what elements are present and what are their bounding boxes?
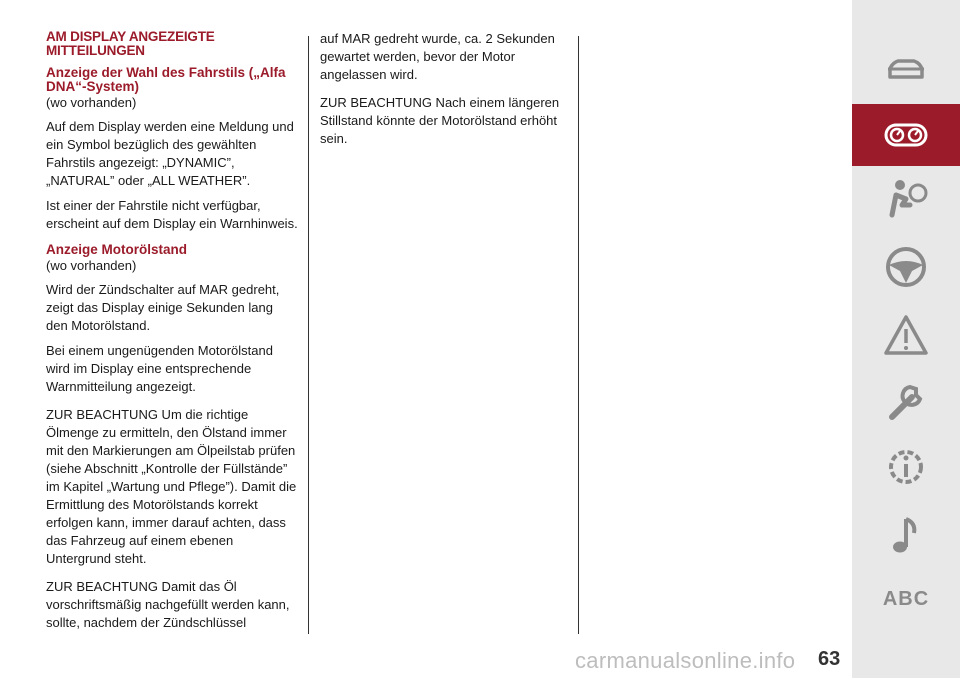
sidebar-item-driving[interactable] bbox=[852, 236, 960, 298]
sidebar-item-technical-data[interactable] bbox=[852, 436, 960, 498]
note-oil-level: (wo vorhanden) bbox=[46, 258, 137, 273]
paragraph: Bei einem ungenügenden Motorölstand wird im Display eine entsprechende Warnmitteilung angezeigt. bbox=[46, 343, 273, 394]
instrument-cluster-icon bbox=[882, 111, 930, 159]
right-column bbox=[320, 30, 570, 155]
chapter-sidebar bbox=[852, 0, 960, 678]
car-icon bbox=[882, 47, 930, 95]
warning-triangle-icon bbox=[882, 311, 930, 359]
paragraph: auf MAR gedreht wurde, ca. 2 Sekunden gewartet werden, bevor der Motor angelassen wird. bbox=[320, 31, 555, 82]
paragraph: ZUR BEACHTUNG Nach einem längeren Stillstand könnte der Motorölstand erhöht sein. bbox=[320, 95, 560, 146]
page-number: 63 bbox=[818, 648, 841, 670]
column-divider bbox=[308, 36, 309, 634]
info-gear-icon bbox=[882, 443, 930, 491]
heading-drive-style: Anzeige der Wahl des Fahrstils („Alfa DNA“-System) bbox=[46, 65, 286, 94]
sidebar-item-dashboard[interactable] bbox=[852, 104, 960, 166]
paragraph: ZUR BEACHTUNG Um die richtige Ölmenge zu ermitteln, den Ölstand immer mit den Markierungen am Ölpeilstab prüfen (siehe Abschnitt „Kontrolle der Füllstände” im Kapitel „Wartung und Pflege”). Damit die Ermittlung des Motorölstands korrekt erfolgen kann, immer darauf achten, dass das Fahrzeug auf einem ebenen Untergrund steht. bbox=[46, 407, 297, 566]
left-column bbox=[46, 30, 298, 639]
paragraph: Auf dem Display werden eine Meldung und ein Symbol bezüglich des gewählten Fahrstils angezeigt: „DYNAMIC”, „NATURAL” oder „ALL WEATHER”. bbox=[46, 119, 294, 188]
sidebar-item-maintenance[interactable] bbox=[852, 370, 960, 432]
sidebar-item-safety[interactable] bbox=[852, 168, 960, 230]
steering-wheel-icon bbox=[882, 243, 930, 291]
index-abc-label: ABC bbox=[882, 587, 930, 610]
sidebar-item-multimedia[interactable] bbox=[852, 504, 960, 566]
paragraph: ZUR BEACHTUNG Damit das Öl vorschriftsmäßig nachgefüllt werden kann, sollte, nachdem der Zündschlüssel bbox=[46, 579, 290, 630]
sidebar-item-index[interactable] bbox=[852, 568, 960, 630]
music-note-icon bbox=[882, 511, 930, 559]
wrench-icon bbox=[882, 377, 930, 425]
paragraph: Wird der Zündschalter auf MAR gedreht, zeigt das Display einige Sekunden lang den Motorölstand. bbox=[46, 282, 280, 333]
watermark: carmanualsonline.info bbox=[575, 648, 796, 673]
paragraph: Ist einer der Fahrstile nicht verfügbar, erscheint auf dem Display ein Warnhinweis. bbox=[46, 198, 298, 231]
column-divider bbox=[578, 36, 579, 634]
sidebar-item-emergency[interactable] bbox=[852, 304, 960, 366]
note-drive-style: (wo vorhanden) bbox=[46, 95, 137, 110]
section-title: AM DISPLAY ANGEZEIGTE MITTEILUNGEN bbox=[46, 29, 215, 58]
airbag-passenger-icon bbox=[882, 175, 930, 223]
heading-oil-level: Anzeige Motorölstand bbox=[46, 242, 187, 257]
sidebar-item-vehicle[interactable] bbox=[852, 40, 960, 102]
